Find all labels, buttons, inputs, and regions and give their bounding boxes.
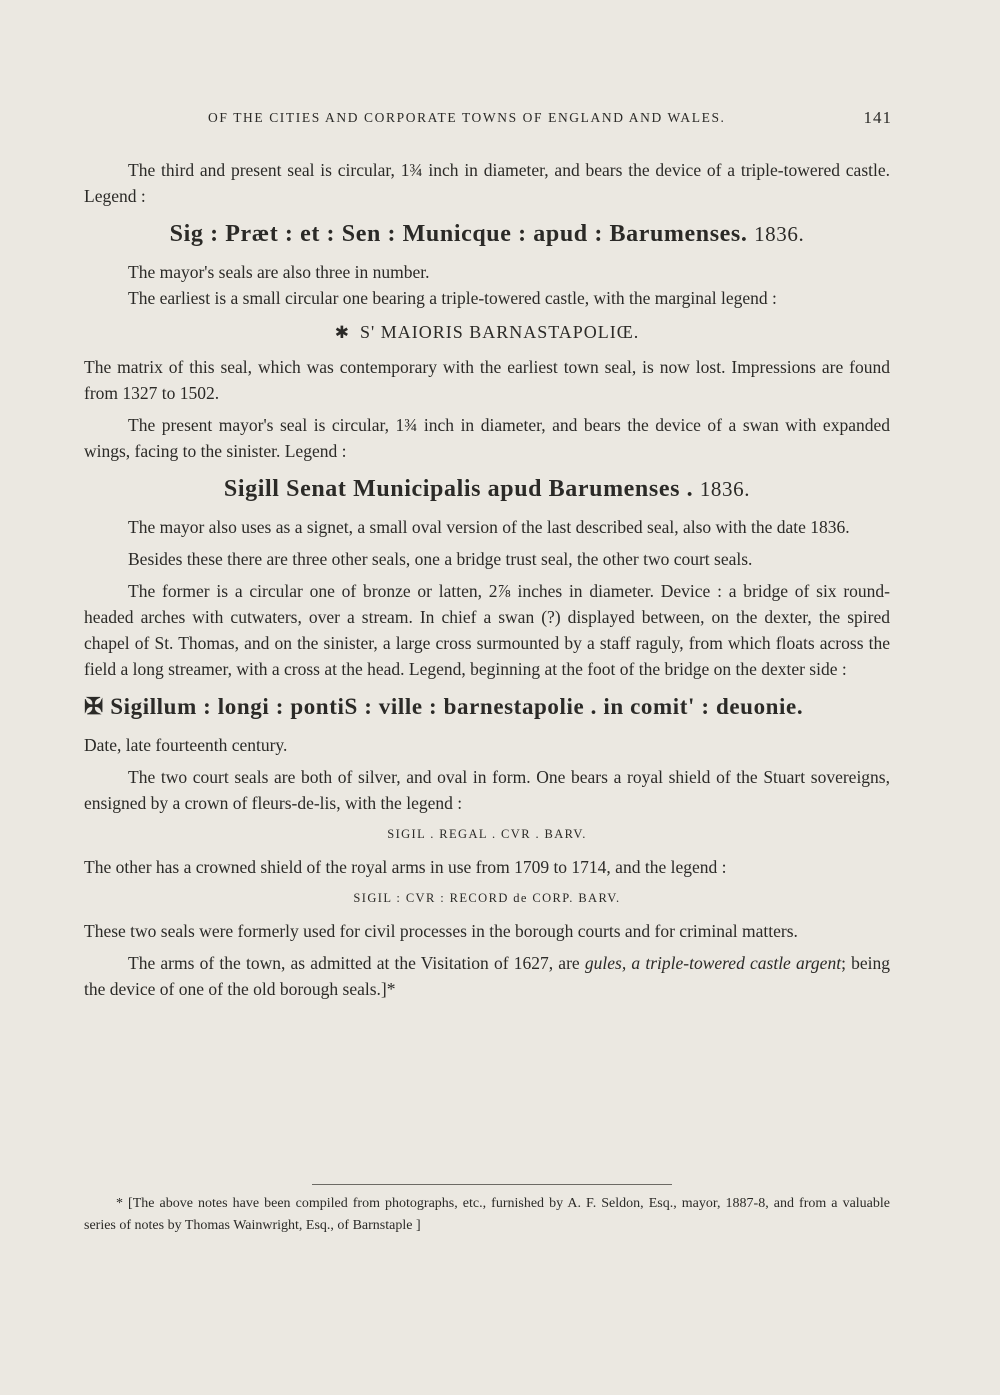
footnote-divider xyxy=(312,1184,672,1185)
paragraph: Besides these there are three other seals, one a bridge trust seal, the other two court seals. xyxy=(128,549,753,569)
paragraph: The other has a crowned shield of the royal arms in use from 1709 to 1714, and the legend : xyxy=(84,857,727,877)
seal-legend-blackletter xyxy=(84,217,890,251)
seal-legend-small-caps: SIGIL . REGAL . CVR . BARV. xyxy=(387,827,587,841)
seal-legend-blackletter xyxy=(84,472,890,506)
legend-text: Sigill Senat Municipalis apud Barumenses . xyxy=(223,476,694,502)
paragraph: These two seals were formerly used for civil processes in the borough courts and for criminal matters. xyxy=(84,921,798,941)
paragraph: The two court seals are both of silver, and oval in form. One bears a royal shield of the Stuart sovereigns, ensigned by a crown of fleurs-de-lis, with the legend : xyxy=(84,767,890,813)
footnote: * [The above notes have been compiled from photographs, etc., furnished by A. F. Seldon, Esq., mayor, 1887-8, and from a valuable series of notes by Thomas Wainwright, Esq., of Barnstaple ] xyxy=(84,1196,890,1233)
legend-year: 1836. xyxy=(699,477,751,501)
star-mark-icon: ✱ xyxy=(334,323,350,342)
page-number: 141 xyxy=(863,108,892,127)
blazon-italic: gules, a triple-towered castle argent xyxy=(584,953,842,973)
seal-legend-small-caps: SIGIL : CVR : RECORD de CORP. BARV. xyxy=(353,891,621,905)
running-title: OF THE CITIES AND CORPORATE TOWNS OF ENGLAND AND WALES. xyxy=(208,110,726,125)
text-run: ; being the device of one of the old borough seals.]* xyxy=(84,953,890,999)
paragraph: The earliest is a small circular one bearing a triple-towered castle, with the marginal legend : xyxy=(128,288,777,308)
paragraph xyxy=(84,950,890,1002)
main-text xyxy=(84,157,890,1002)
paragraph: The mayor's seals are also three in number. xyxy=(128,262,430,282)
legend-year: 1836. xyxy=(754,222,805,246)
legend-text: S' MAIORIS BARNASTAPOLIŒ. xyxy=(359,322,640,342)
seal-legend-capitals xyxy=(84,317,890,348)
paragraph: The present mayor's seal is circular, 1¾ inch in diameter, and bears the device of a swan with expanded wings, facing to the sinister. Legend : xyxy=(84,415,890,461)
paragraph: The third and present seal is circular, 1¾ inch in diameter, and bears the device of a triple-towered castle. Legend : xyxy=(84,160,890,206)
paragraph: The mayor also uses as a signet, a small oval version of the last described seal, also with the date 1836. xyxy=(128,517,850,537)
legend-text: Sig : Præt : et : Sen : Municque : apud : Barumenses. xyxy=(169,221,748,247)
paragraph: The former is a circular one of bronze or latten, 2⅞ inches in diameter. Device : a bridge of six round-headed arches with cutwaters, over a stream. In chief a swan (?) displayed between, on the dexter, the spired chapel of St. Thomas, and on the sinister, a large cross surmounted by a staff raguly, from which floats across the field a long streamer, with a cross at the head. Legend, beginning at the foot of the bridge on the dexter side : xyxy=(84,581,890,679)
running-header xyxy=(112,108,892,132)
text-run: The arms of the town, as admitted at the Visitation of 1627, are xyxy=(128,953,580,973)
paragraph: Date, late fourteenth century. xyxy=(84,735,288,755)
paragraph: The matrix of this seal, which was contemporary with the earliest town seal, is now lost. Impressions are found from 1327 to 1502. xyxy=(84,357,890,403)
seal-legend-blackletter: ✠ Sigillum : longi : pontiS : ville : barnestapolie . in comit' : deuonie. xyxy=(84,694,804,719)
